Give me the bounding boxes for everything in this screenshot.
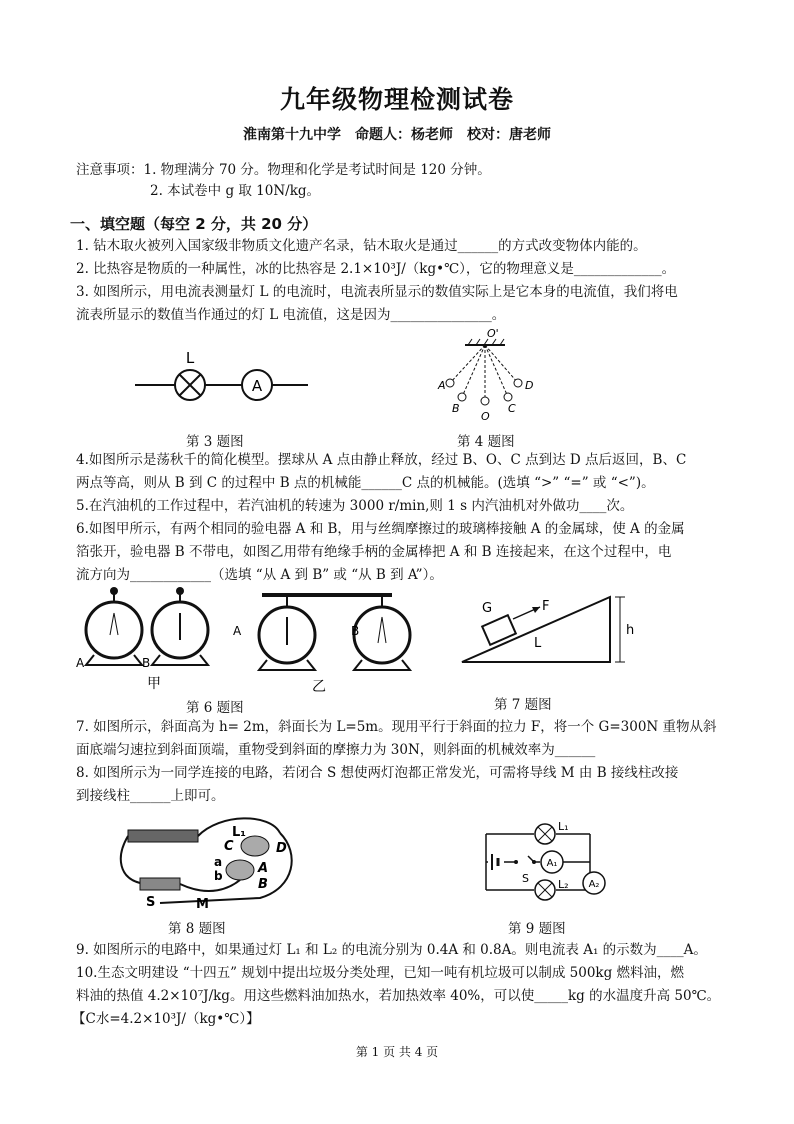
figure-9-caption: 第 9 题图 [508, 921, 566, 937]
question-10-line-1: 10.生态文明建设 “十四五” 规划中提出垃圾分类处理，已知一吨有机垃圾可以制成 500kg 燃料油，燃 [76, 965, 685, 981]
figure-4-caption: 第 4 题图 [457, 434, 515, 450]
figure-9-label-l1: L₁ [558, 820, 569, 833]
figure-6-left-a: A [76, 656, 85, 670]
figure-3-circuit [130, 345, 310, 425]
figure-8-circuit-photo [120, 808, 310, 912]
question-8-line-1: 8. 如图所示为一同学连接的电路，若闭合 S 想使两灯泡都正常发光，可需将导线 M 由 B 接线柱改接 [76, 765, 679, 781]
question-9: 9. 如图所示的电路中，如果通过灯 L₁ 和 L₂ 的电流分别为 0.4A 和 0.8A。则电流表 A₁ 的示数为____A。 [76, 942, 707, 958]
question-2: 2. 比热容是物质的一种属性，冰的比热容是 2.1×10³J/（kg•℃），它的物理意义是_____________。 [76, 261, 676, 277]
question-6-line-1: 6.如图甲所示，有两个相同的验电器 A 和 B，用与丝绸摩擦过的玻璃棒接触 A 的金属球，使 A 的金属 [76, 521, 685, 537]
figure-9-label-a1: A₁ [546, 858, 558, 869]
figure-8-label-c: C [224, 839, 234, 854]
paper-title: 九年级物理检测试卷 [279, 85, 514, 114]
figure-8-label-l1: L₁ [232, 825, 246, 840]
question-3-line-1: 3. 如图所示，用电流表测量灯 L 的电流时，电流表所显示的数值实际上是它本身的电流值，我们将电 [76, 284, 678, 300]
figure-9-label-s: S [522, 872, 529, 885]
question-7-line-1: 7. 如图所示，斜面高为 h= 2m，斜面长为 L=5m。现用平行于斜面的拉力 F，将一个 G=300N 重物从斜 [76, 719, 717, 735]
figure-7-g-label: G [482, 601, 493, 616]
figure-8-label-b: B [258, 877, 268, 892]
paper-subtitle: 淮南第十九中学 命题人：杨老师 校对：唐老师 [243, 127, 551, 143]
figure-7-h-label: h [626, 623, 635, 638]
figure-6-label-yi: 乙 [312, 679, 326, 695]
figure-4-point-o: O [481, 410, 490, 423]
figure-8-label-m: M [196, 897, 209, 912]
figure-4-point-a: A [438, 379, 446, 392]
figure-6-right-a: A [233, 624, 242, 638]
question-4-line-1: 4.如图所示是荡秋千的简化模型。摆球从 A 点由静止释放，经过 B、O、C 点到达 D 点后返回，B、C [76, 452, 687, 468]
notice-line-1: 注意事项：1. 物理满分 70 分。物理和化学是考试时间是 120 分钟。 [76, 162, 491, 178]
figure-7-f-label: F [542, 599, 550, 614]
section-heading: 一、填空题（每空 2 分，共 20 分） [70, 215, 318, 233]
figure-3-lamp-label: L [185, 349, 195, 367]
figure-4-point-c: C [508, 402, 516, 415]
question-10-line-2: 料油的热值 4.2×10⁷J/kg。用这些燃料油加热水，若加热效率 40%，可以使_____kg 的水温度升高 50℃。 [76, 988, 721, 1004]
figure-4-pivot-label: O' [487, 327, 499, 340]
figure-9-label-l2: L₂ [558, 878, 569, 891]
figure-4-pendulum [430, 325, 540, 425]
figure-3-meter-label: A [251, 377, 263, 395]
figure-6-left-b: B [142, 656, 151, 670]
page-footer: 第 1 页 共 4 页 [355, 1045, 439, 1059]
question-5: 5.在汽油机的工作过程中，若汽油机的转速为 3000 r/min,则 1 s 内汽油机对外做功____次。 [76, 498, 634, 514]
figure-4-point-b: B [452, 402, 460, 415]
figure-8-label-d: D [276, 841, 287, 856]
figure-7-caption: 第 7 题图 [494, 697, 552, 713]
question-3-line-2: 流表所显示的数值当作通过的灯 L 电流值，这是因为_______________。 [76, 307, 506, 323]
figure-6-caption: 第 6 题图 [186, 700, 244, 716]
figure-8-caption: 第 8 题图 [168, 921, 226, 937]
question-4-line-2: 两点等高，则从 B 到 C 的过程中 B 点的机械能______C 点的机械能。(选填 “>” “=” 或 “<”)。 [76, 475, 655, 491]
figure-4-point-d: D [525, 379, 534, 392]
figure-6-electroscopes [72, 585, 422, 695]
question-1: 1. 钻木取火被列入国家级非物质文化遗产名录，钻木取火是通过______的方式改变物体内能的。 [76, 238, 647, 254]
figure-7-incline [460, 592, 640, 672]
figure-8-label-a: A [258, 861, 269, 876]
figure-3-caption: 第 3 题图 [186, 434, 244, 450]
figure-9-label-a2: A₂ [588, 879, 600, 890]
figure-6-right-b: B [351, 624, 360, 638]
figure-8-label-b-small: b [214, 869, 223, 883]
figure-9-circuit [478, 816, 618, 906]
question-6-line-2: 箔张开，验电器 B 不带电，如图乙用带有绝缘手柄的金属棒把 A 和 B 连接起来，在这个过程中，电 [76, 544, 672, 560]
question-10-line-3: 【C水=4.2×10³J/（kg•℃）】 [72, 1011, 260, 1027]
figure-8-label-a-small: a [214, 855, 223, 869]
figure-6-label-jia: 甲 [147, 676, 161, 692]
question-6-line-3: 流方向为____________（选填 “从 A 到 B” 或 “从 B 到 A”）。 [76, 567, 443, 583]
question-7-line-2: 面底端匀速拉到斜面顶端，重物受到斜面的摩擦力为 30N，则斜面的机械效率为______ [76, 742, 596, 758]
notice-line-2: 2. 本试卷中 g 取 10N/kg。 [150, 183, 321, 199]
figure-7-l-label: L [534, 636, 542, 651]
figure-8-label-s: S [146, 895, 156, 910]
question-8-line-2: 到接线柱______上即可。 [76, 788, 225, 804]
